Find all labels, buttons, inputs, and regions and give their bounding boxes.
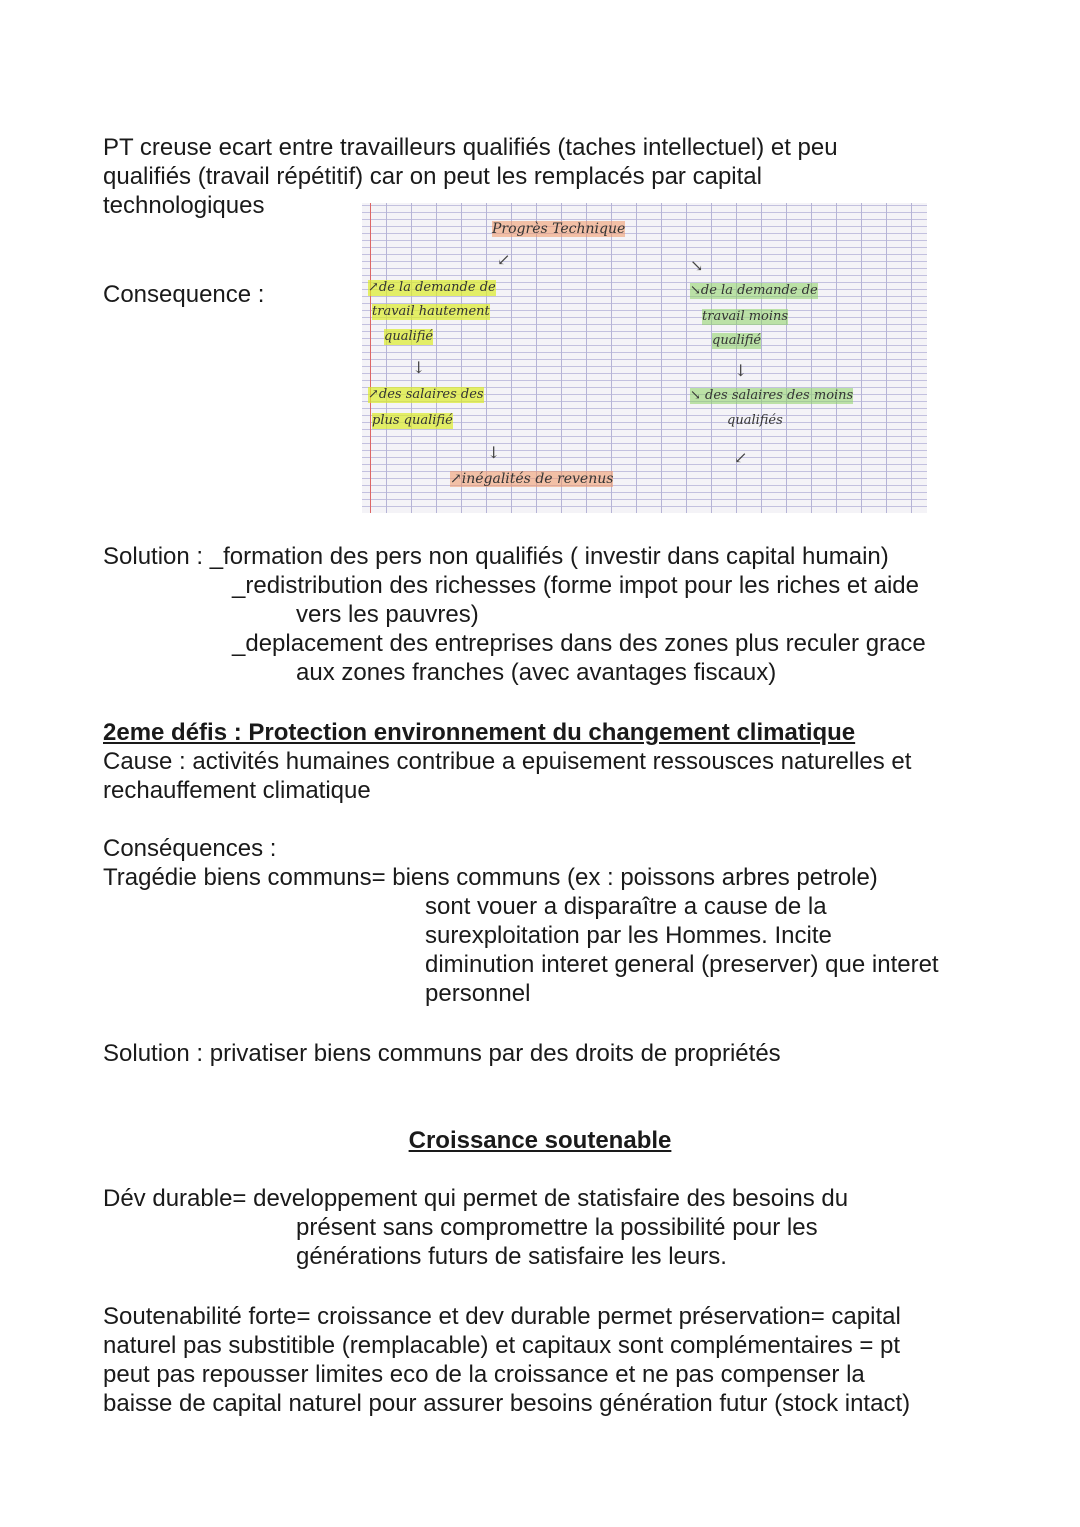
diagram-left-line: ↗des salaires des: [368, 387, 484, 402]
consequence-label: Consequence :: [103, 281, 265, 308]
text-line: Soutenabilité forte= croissance et dev durable permet préservation= capital: [103, 1303, 901, 1330]
text-line: baisse de capital naturel pour assurer besoins génération futur (stock intact): [103, 1390, 911, 1417]
section-heading: 2eme défis : Protection environnement du changement climatique: [103, 719, 856, 746]
diagram-bottom: ↗inégalités de revenus: [450, 471, 614, 487]
arrow-down-icon: ↓: [734, 361, 748, 380]
diagram-right-line: qualifiés: [727, 413, 783, 428]
text-line: Dév durable= developpement qui permet de statisfaire des besoins du: [103, 1185, 849, 1212]
diagram-left-line: travail hautement: [372, 304, 490, 319]
text-line: vers les pauvres): [296, 601, 479, 628]
diagram-right-line: ↘ des salaires des moins: [690, 388, 854, 403]
diagram-left-line: ↗de la demande de: [368, 280, 496, 295]
text-line: technologiques: [103, 192, 265, 219]
arrow-down-left-icon: ↙: [497, 250, 511, 269]
arrow-down-icon: ↓: [412, 358, 426, 377]
text-line: _redistribution des richesses (forme impot pour les riches et aide: [232, 572, 919, 599]
text-line: Tragédie biens communs= biens communs (ex : poissons arbres petrole): [103, 864, 878, 891]
text-line: qualifiés (travail répétitif) car on peut les remplacés par capital: [103, 163, 762, 190]
text-line: générations futurs de satisfaire les leurs.: [296, 1243, 727, 1270]
text-line: Conséquences :: [103, 835, 277, 862]
text-line: présent sans compromettre la possibilité pour les: [296, 1214, 818, 1241]
diagram-left-line: plus qualifié: [372, 413, 453, 428]
arrow-down-icon: ↓: [487, 443, 501, 462]
text-line: _deplacement des entreprises dans des zones plus reculer grace: [232, 630, 926, 657]
arrow-down-right-icon: ↘: [690, 256, 704, 275]
text-line: Solution : _formation des pers non qualifiés ( investir dans capital humain): [103, 543, 889, 570]
diagram-right-line: qualifié: [712, 333, 762, 348]
text-line: peut pas repousser limites eco de la croissance et ne pas compenser la: [103, 1361, 865, 1388]
text-line: rechauffement climatique: [103, 777, 371, 804]
text-line: naturel pas substitible (remplacable) et capitaux sont complémentaires = pt: [103, 1332, 901, 1359]
diagram-right-line: travail moins: [702, 309, 789, 324]
text-line: sont vouer a disparaître a cause de la: [425, 893, 827, 920]
consequences-block: [103, 834, 975, 1008]
diagram-title: Progrès Technique: [492, 221, 626, 237]
soutenabilite-paragraph: [103, 1302, 975, 1418]
diagram-left-line: qualifié: [384, 329, 434, 344]
text-line: personnel: [425, 980, 531, 1007]
diagram-right-line: ↘de la demande de: [690, 283, 818, 298]
solution-list: [103, 542, 975, 687]
cause-paragraph: [103, 747, 975, 805]
arrow-down-left-icon: ↙: [734, 448, 748, 467]
solution-text: Solution : privatiser biens communs par des droits de propriétés: [103, 1040, 781, 1067]
text-line: PT creuse ecart entre travailleurs qualifiés (taches intellectuel) et peu: [103, 134, 838, 161]
section-heading: Croissance soutenable: [408, 1127, 672, 1154]
text-line: surexploitation par les Hommes. Incite: [425, 922, 832, 949]
handwritten-diagram-image: [362, 203, 927, 513]
text-line: diminution interet general (preserver) que interet: [425, 951, 939, 978]
definition-dev-durable: [103, 1184, 975, 1271]
text-line: Cause : activités humaines contribue a epuisement ressousces naturelles et: [103, 748, 912, 775]
text-line: aux zones franches (avec avantages fiscaux): [296, 659, 777, 686]
